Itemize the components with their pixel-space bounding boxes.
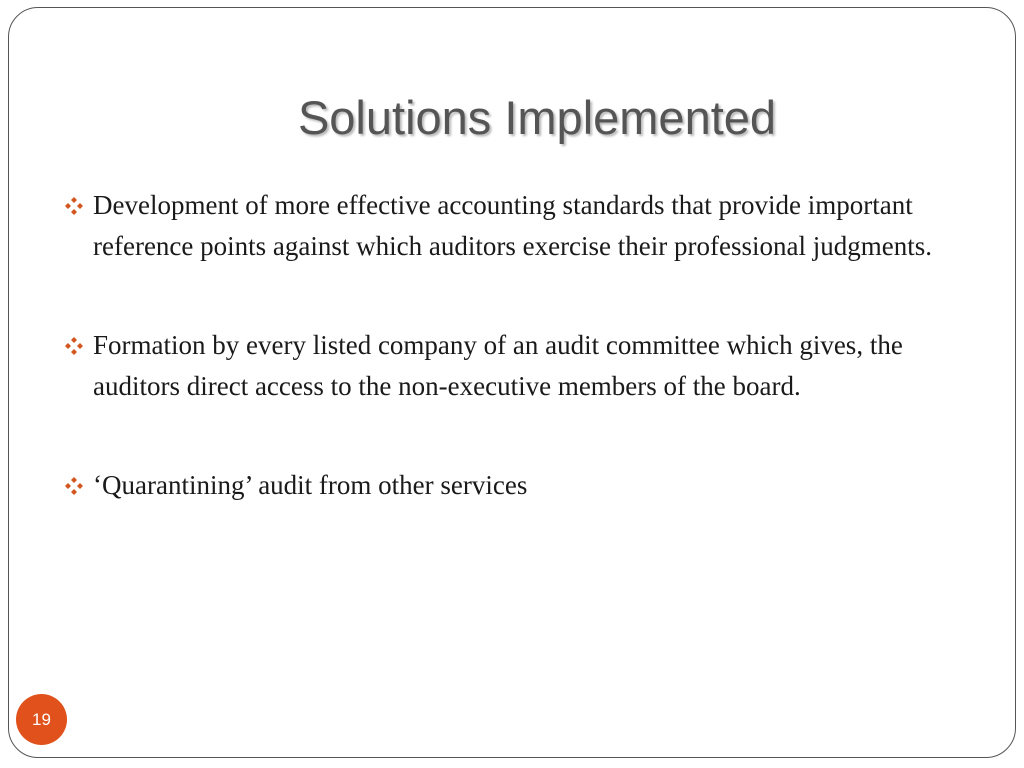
bullet-list bbox=[64, 185, 974, 506]
bullet-item bbox=[64, 325, 974, 407]
slide-title: Solutions Implemented bbox=[297, 91, 777, 144]
bullet-text: ‘Quarantining’ audit from other services bbox=[93, 470, 528, 500]
page-number-badge: 19 bbox=[16, 694, 67, 745]
diamond-bullet-icon bbox=[64, 336, 84, 356]
diamond-bullet-icon bbox=[64, 476, 84, 496]
bullet-text: Development of more effective accounting standards that provide important reference points against which auditors exercise their professional judgments. bbox=[93, 190, 932, 261]
bullet-item bbox=[64, 185, 974, 267]
bullet-text: Formation by every listed company of an audit committee which gives, the auditors direct access to the non-executive members of the board. bbox=[93, 330, 903, 401]
bullet-item bbox=[64, 465, 974, 506]
diamond-bullet-icon bbox=[64, 196, 84, 216]
